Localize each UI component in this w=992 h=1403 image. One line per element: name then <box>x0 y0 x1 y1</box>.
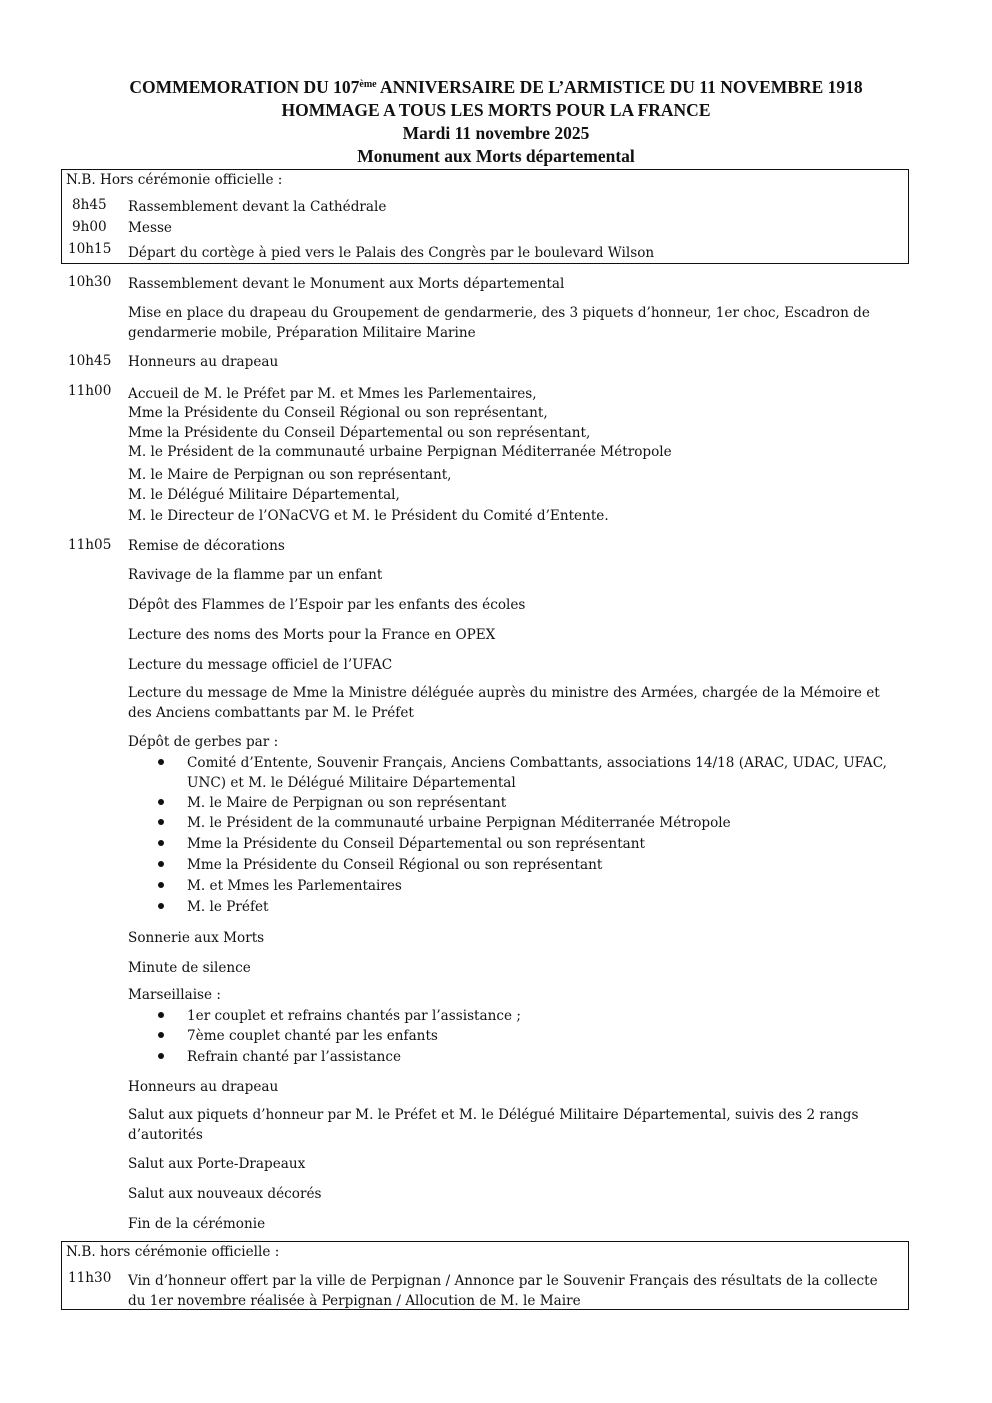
header-line-3: Mardi 11 novembre 2025 <box>402 123 590 143</box>
bullet-icon <box>158 799 164 805</box>
header-line-4: Monument aux Morts départemental <box>357 146 635 166</box>
accueil-line-2: Mme la Présidente du Conseil Régional ou son représentant, <box>128 405 548 421</box>
time-11h05: 11h05 <box>68 537 112 553</box>
lecture-ufac: Lecture du message officiel de l’UFAC <box>128 657 393 673</box>
bullet-icon <box>158 903 164 909</box>
gerbes-item: M. le Préfet <box>187 899 269 915</box>
honneurs-au-drapeau-2: Honneurs au drapeau <box>128 1079 279 1095</box>
bullet-icon <box>158 840 164 846</box>
time-10h30: 10h30 <box>68 274 112 290</box>
accueil-line-3: Mme la Présidente du Conseil Départemental ou son représentant, <box>128 425 591 441</box>
marseillaise: Marseillaise : <box>128 987 221 1003</box>
accueil-line-7: M. le Directeur de l’ONaCVG et M. le Président du Comité d’Entente. <box>128 508 609 524</box>
sonnerie-aux-morts: Sonnerie aux Morts <box>128 930 265 946</box>
document-header <box>0 76 992 168</box>
marseillaise-item: 7ème couplet chanté par les enfants <box>187 1028 438 1044</box>
lecture-message-ministre: Lecture du message de Mme la Ministre déléguée auprès du ministre des Armées, chargée de la Mémoire et des Anciens combattants par M. le Préfet <box>128 685 880 721</box>
header-line-2: HOMMAGE A TOUS LES MORTS POUR LA FRANCE <box>281 100 711 120</box>
vin-d-honneur: Vin d’honneur offert par la ville de Perpignan / Annonce par le Souvenir Français des résultats de la collecte du 1er novembre réalisée à Perpignan / Allocution de M. le Maire <box>128 1273 878 1309</box>
minute-de-silence: Minute de silence <box>128 960 251 976</box>
bullet-icon <box>158 882 164 888</box>
accueil-line-6: M. le Délégué Militaire Départemental, <box>128 487 400 503</box>
header-line-1: COMMEMORATION DU 107ème ANNIVERSAIRE DE L’ARMISTICE DU 11 NOVEMBRE 1918 <box>129 77 863 97</box>
time-11h00: 11h00 <box>68 383 112 399</box>
time-9h00: 9h00 <box>72 219 107 235</box>
bullet-icon <box>158 1053 164 1059</box>
remise-decorations: Remise de décorations <box>128 538 285 554</box>
gerbes-item: Mme la Présidente du Conseil Départemental ou son représentant <box>187 836 645 852</box>
accueil-line-1: Accueil de M. le Préfet par M. et Mmes les Parlementaires, <box>128 386 537 402</box>
bullet-icon <box>158 759 164 765</box>
gerbes-item: Comité d’Entente, Souvenir Français, Anciens Combattants, associations 14/18 (ARAC, UDAC, UFAC, UNC) et M. le Délégué Militaire Départemental <box>187 755 887 791</box>
rassemblement-monument: Rassemblement devant le Monument aux Morts départemental <box>128 276 565 292</box>
time-10h15: 10h15 <box>68 241 112 257</box>
gerbes-item: M. le Maire de Perpignan ou son représentant <box>187 795 507 811</box>
accueil-line-5: M. le Maire de Perpignan ou son représentant, <box>128 467 452 483</box>
bullet-icon <box>158 861 164 867</box>
salut-nouveaux-decores: Salut aux nouveaux décorés <box>128 1186 322 1202</box>
lecture-noms: Lecture des noms des Morts pour la France en OPEX <box>128 627 496 643</box>
ravivage-flamme: Ravivage de la flamme par un enfant <box>128 567 383 583</box>
depart-cortege: Départ du cortège à pied vers le Palais des Congrès par le boulevard Wilson <box>128 245 655 261</box>
gerbes-item: M. et Mmes les Parlementaires <box>187 878 402 894</box>
time-8h45: 8h45 <box>72 197 107 213</box>
time-10h45: 10h45 <box>68 353 112 369</box>
depot-flammes: Dépôt des Flammes de l’Espoir par les enfants des écoles <box>128 597 526 613</box>
honneurs-au-drapeau-1: Honneurs au drapeau <box>128 354 279 370</box>
marseillaise-item: 1er couplet et refrains chantés par l’assistance ; <box>187 1008 521 1024</box>
salut-porte-drapeaux: Salut aux Porte-Drapeaux <box>128 1156 306 1172</box>
bullet-icon <box>158 1032 164 1038</box>
accueil-line-4: M. le Président de la communauté urbaine Perpignan Méditerranée Métropole <box>128 444 672 460</box>
bullet-icon <box>158 819 164 825</box>
fin-ceremonie: Fin de la cérémonie <box>128 1216 266 1232</box>
messe: Messe <box>128 220 172 236</box>
pre-ceremony-note: N.B. Hors cérémonie officielle : <box>66 172 283 188</box>
mise-en-place: Mise en place du drapeau du Groupement de gendarmerie, des 3 piquets d’honneur, 1er choc, Escadron de gendarmerie mobile, Préparation Militaire Marine <box>128 305 870 341</box>
marseillaise-item: Refrain chanté par l’assistance <box>187 1049 402 1065</box>
gerbes-item: Mme la Présidente du Conseil Régional ou son représentant <box>187 857 603 873</box>
post-ceremony-note: N.B. hors cérémonie officielle : <box>66 1244 280 1260</box>
time-11h30: 11h30 <box>68 1270 112 1286</box>
gerbes-item: M. le Président de la communauté urbaine Perpignan Méditerranée Métropole <box>187 815 731 831</box>
bullet-icon <box>158 1012 164 1018</box>
rassemblement-cathedrale: Rassemblement devant la Cathédrale <box>128 199 387 215</box>
depot-gerbes: Dépôt de gerbes par : <box>128 734 279 750</box>
salut-piquets: Salut aux piquets d’honneur par M. le Préfet et M. le Délégué Militaire Départemental, suivis des 2 rangs d’autorités <box>128 1107 859 1143</box>
